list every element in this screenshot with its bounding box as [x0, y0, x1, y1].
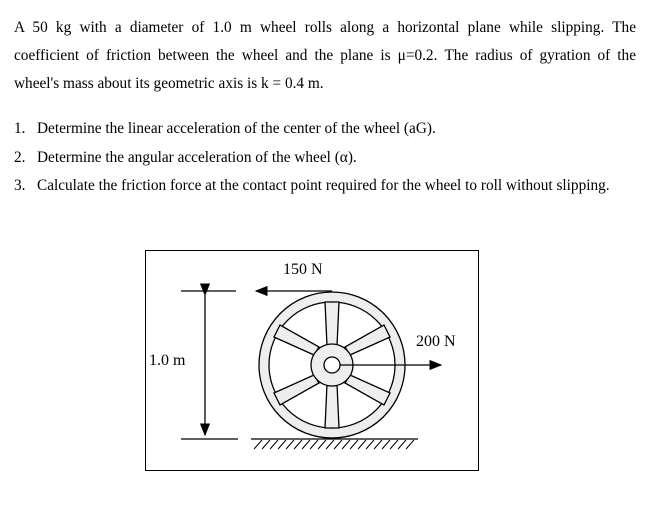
wheel-diagram: [146, 251, 478, 470]
diameter-label: 1.0 m: [149, 352, 186, 369]
problem-line: wheel's mass about its geometric axis is k = 0.4 m.: [14, 75, 324, 92]
problem-statement: [14, 14, 636, 98]
wheel-figure: [145, 250, 479, 471]
question-number: 1.: [14, 120, 26, 137]
question-number: 2.: [14, 148, 26, 166]
question-item: [14, 172, 610, 201]
question-item: [14, 115, 610, 144]
question-text: Determine the linear acceleration of the center of the wheel (aG).: [37, 120, 436, 137]
ground-hatch: [254, 440, 414, 449]
question-item: [14, 144, 610, 173]
question-text: Determine the angular acceleration of the wheel (α).: [37, 148, 357, 166]
question-number: 3.: [14, 177, 26, 194]
problem-line: A 50 kg with a diameter of 1.0 m wheel rolls along a horizontal plane while slipping. The: [14, 19, 636, 36]
question-text: Calculate the friction force at the contact point required for the wheel to roll without slipping.: [37, 177, 610, 194]
wheel-axle: [324, 357, 340, 373]
question-list: [14, 115, 610, 201]
problem-line: coefficient of friction between the wheel and the plane is μ=0.2. The radius of gyration of the: [14, 47, 636, 64]
force-150-label: 150 N: [283, 261, 323, 278]
force-200-label: 200 N: [416, 333, 456, 350]
